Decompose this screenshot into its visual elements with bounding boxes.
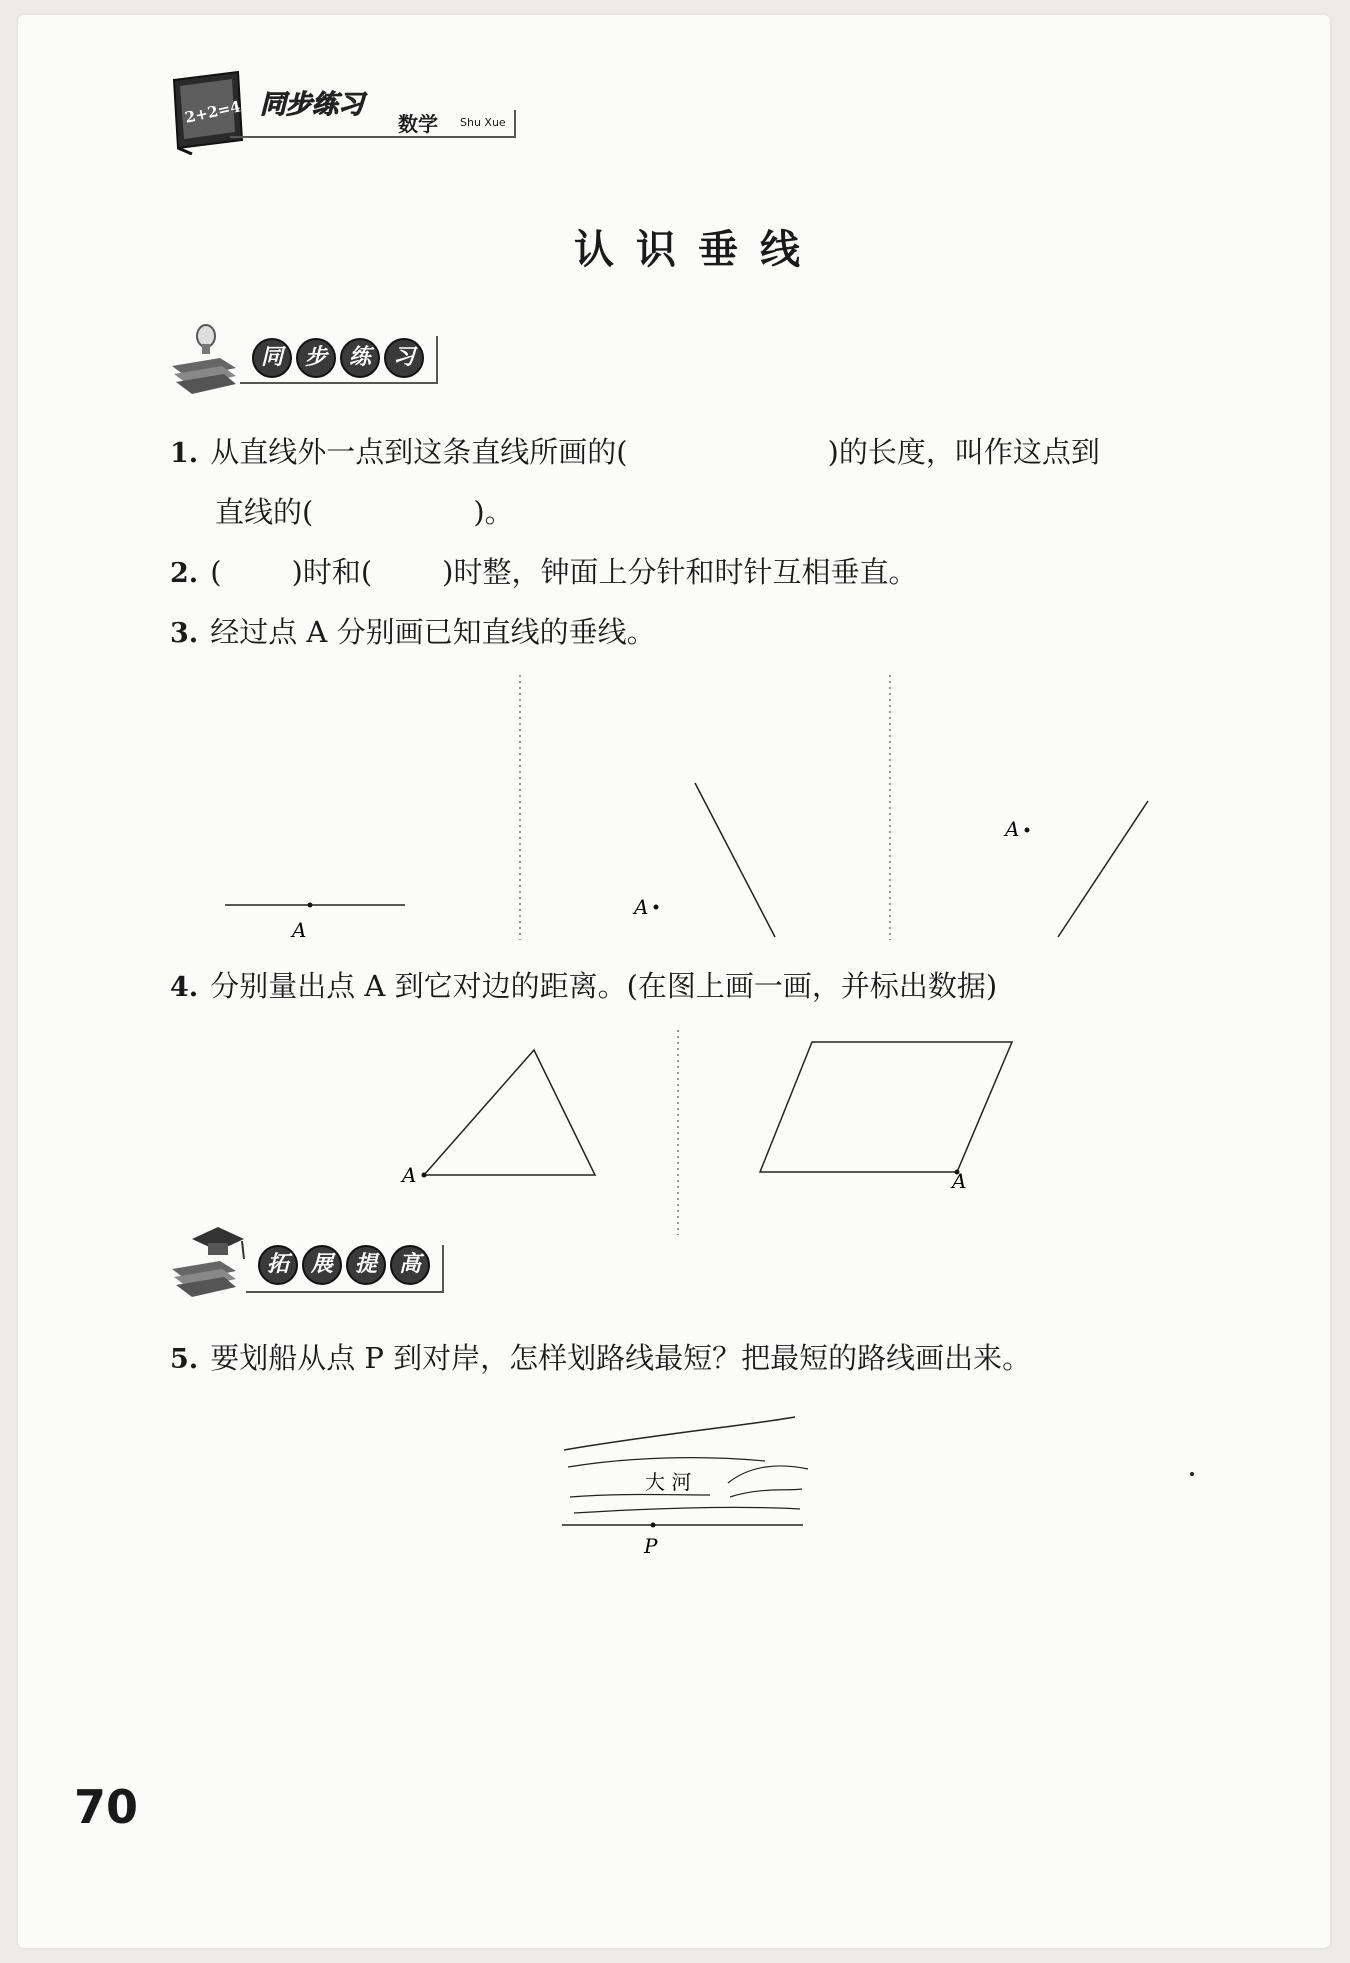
q3-figures [0, 665, 1350, 965]
question-1: 1. 从直线外一点到这条直线所画的( )的长度，叫作这点到 [170, 435, 1100, 469]
section2-char: 高 [390, 1245, 430, 1285]
label-A: A [402, 1163, 417, 1187]
section2-char: 展 [302, 1245, 342, 1285]
given-line [695, 783, 775, 937]
given-line [1058, 801, 1148, 937]
section1-char: 步 [296, 338, 336, 378]
subject-pinyin: Shu Xue [460, 116, 506, 129]
point-A [654, 905, 659, 910]
parallelogram [760, 1042, 1012, 1172]
header [168, 70, 528, 155]
graduation-books-icon [170, 1225, 250, 1305]
question-3: 3. 经过点 A 分别画已知直线的垂线。 [170, 615, 656, 649]
far-bank [564, 1417, 795, 1450]
subject: 数学 [398, 112, 438, 136]
wave-line [570, 1495, 710, 1498]
point-A [1025, 828, 1030, 833]
page-number: 70 [74, 1780, 139, 1834]
question-1-cont: 直线的( )。 [215, 495, 514, 529]
question-5: 5. 要划船从点 P 到对岸，怎样划路线最短？把最短的路线画出来。 [170, 1341, 1032, 1375]
section2-char: 拓 [258, 1245, 298, 1285]
page-title: 认识垂线 [574, 226, 822, 273]
river-figure [550, 1405, 850, 1575]
triangle [424, 1050, 595, 1175]
label-A: A [634, 895, 649, 919]
wave-line [728, 1466, 808, 1483]
q4-figures [0, 1025, 1350, 1235]
series-name: 同步练习 [260, 90, 365, 120]
point-P [651, 1523, 656, 1528]
river-label: 大 河 [645, 1470, 692, 1494]
label-A: A [292, 918, 307, 942]
wave-line [574, 1507, 800, 1513]
label-P: P [644, 1534, 658, 1558]
label-A: A [1005, 817, 1020, 841]
question-4: 4. 分别量出点 A 到它对边的距离。(在图上画一画，并标出数据) [170, 969, 998, 1003]
wave-line [568, 1458, 765, 1467]
wave-line [730, 1489, 802, 1497]
section1-char: 练 [340, 338, 380, 378]
scan-dot [1190, 1472, 1194, 1476]
label-A: A [952, 1169, 967, 1193]
logo-text: 2+2=4 [183, 97, 243, 127]
blackboard-logo-icon [168, 70, 248, 155]
section1-char: 同 [252, 338, 292, 378]
point-A [308, 903, 313, 908]
section2-char: 提 [346, 1245, 386, 1285]
section1-char: 习 [384, 338, 424, 378]
section-sync-practice [170, 322, 440, 397]
question-2: 2. ( )时和( )时整，钟面上分针和时针互相垂直。 [170, 555, 918, 589]
point-A [422, 1173, 427, 1178]
lamp-books-icon [170, 322, 240, 397]
